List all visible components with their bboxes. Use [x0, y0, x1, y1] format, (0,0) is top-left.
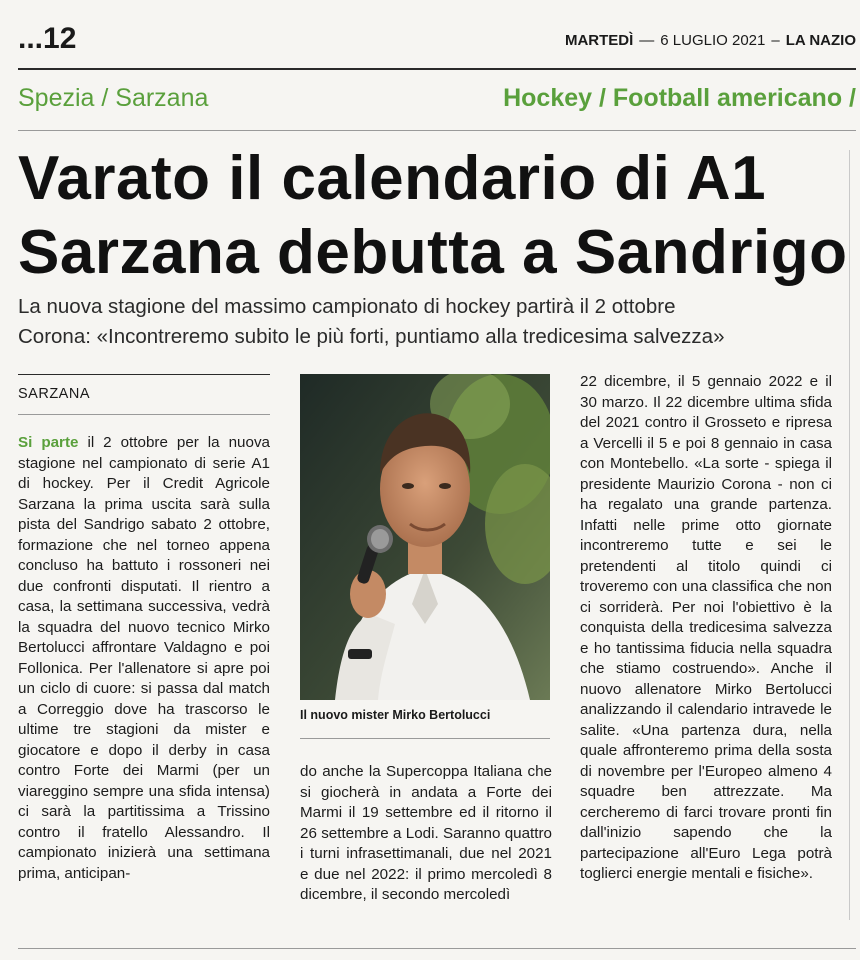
column-1-text: il 2 ottobre per la nuova stagione nel campionato di serie A1 di hockey. Per il Credit Agricole Sarzana la prima uscita sarà sulla pista del Sandrigo sabato 2 ottobre, formazione che nel torneo appena concluso ha battuto i rossoneri nei due confronti disputati. Il rientro a casa, la settimana successiva, vedrà la squadra del nuovo tecnico Mirko Bertolucci affrontare Valdagno e poi Follonica. Per l'allenatore si apre poi un ciclo di cuore: si passa dal match a Correggio dove ha trascorso le ultime tre stagioni da mister e giocatore e dopo il derby in casa contro Forte dei Marmi (per un viareggino sempre una sfida intensa) ci sarà la partitissima a Trissino contro il fratello Alessandro. Il campionato inizierà una settimana prima, anticipan-: [18, 434, 270, 882]
column-divider: [849, 150, 850, 920]
issue-day: MARTEDÌ: [564, 32, 634, 49]
article-column-2: do anche la Supercoppa Italiana che si giocherà in andata a Forte dei Marmi il 19 settembre ed il ritorno il 26 settembre a Lodi. Saranno quattro i turni infrasettimanali, due nel 2021 e due nel 2022: il primo mercoledì 8 dicembre, il secondo mercoledì: [300, 763, 552, 903]
article-column-3: 22 dicembre, il 5 gennaio 2022 e il 30 marzo. Il 22 dicembre ultima sfida del 2021 contro il Grosseto e ripresa a Vercelli il 5 e poi 8 gennaio in casa con Montebello. «La sorte - spiega il presidente Maurizio Corona - non ci ha regalato una grande partenza. Infatti nelle prime otto giornate incontreremo tutte e sei le pretendenti al titolo quindi ci troveremo con una classifica che non ci sorriderà. Per noi l'obiettivo è la conquista della tredicesima salvezza e ho tantissima fiducia nella squadra che stiamo costruendo». Anche il nuovo allenatore Mirko Bertolucci analizzando il calendario intravede le salite. «Una partenza dura, nella quale affronteremo prima della sosta di novembre per l'Europeo almeno 4 squadre ben attrezzate. Ma cercheremo di farci trovare pronti fin dall'inizio sapendo che la partecipazione all'Euro Lega potrà toglierci energie mentali e fisiche».: [580, 373, 832, 882]
headline-line-2: Sarzana debutta a Sandrigo: [18, 218, 848, 287]
issue-dateline: [565, 32, 856, 49]
article-dateline: SARZANA: [18, 386, 90, 402]
dateline-separator: —: [639, 32, 655, 49]
coach-photo: [300, 374, 550, 700]
article-column-1: [18, 433, 270, 884]
headline-line-1: Varato il calendario di A1: [18, 144, 767, 213]
section-label-sport: Hockey / Football americano /: [503, 84, 856, 112]
header-rule: [18, 68, 856, 70]
caption-rule: [300, 738, 550, 739]
newspaper-name: LA NAZIO: [785, 32, 856, 49]
photo-caption: Il nuovo mister Mirko Bertolucci: [300, 708, 491, 722]
page-number: ...12: [18, 22, 77, 55]
section-label-local: Spezia / Sarzana: [18, 84, 209, 112]
headline: [18, 142, 860, 290]
coach-portrait-image: [300, 374, 550, 700]
dateline-rule-bottom: [18, 414, 270, 415]
dateline-separator: –: [771, 32, 780, 49]
section-rule: [18, 130, 856, 131]
footer-rule: [18, 948, 856, 949]
dateline-rule-top: [18, 374, 270, 375]
issue-date: 6 LUGLIO 2021: [660, 32, 766, 49]
subheadline-line-2: Corona: «Incontreremo subito le più forti, puntiamo alla tredicesima salvezza»: [18, 325, 725, 348]
subheadline-line-1: La nuova stagione del massimo campionato di hockey partirà il 2 ottobre: [18, 295, 676, 318]
article-lead: Si parte: [18, 434, 79, 451]
subheadline: [18, 292, 860, 352]
